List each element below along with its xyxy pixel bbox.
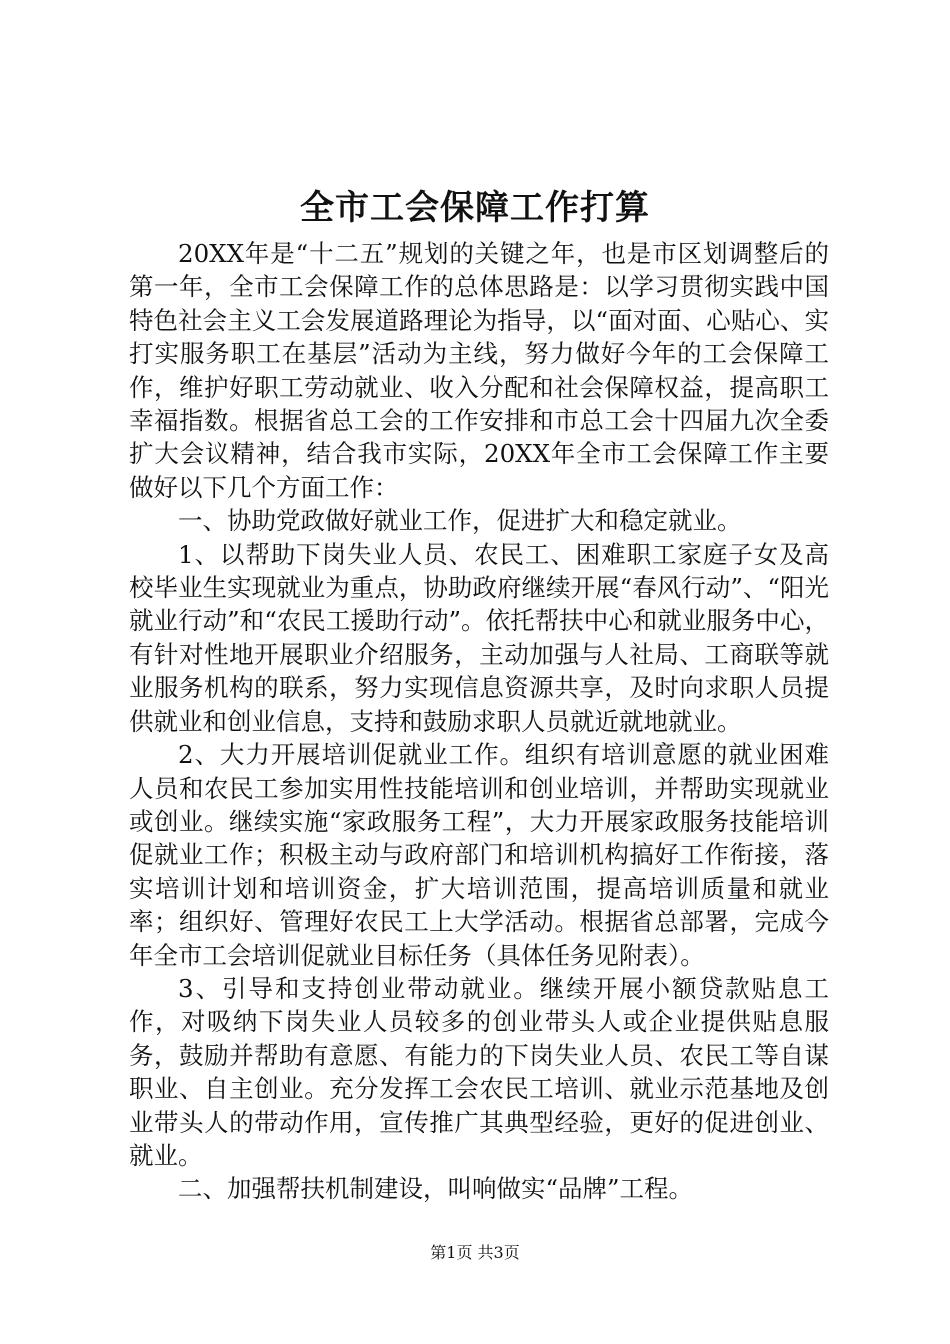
document-body xyxy=(129,237,829,1206)
section-heading-1: 一、协助党政做好就业工作，促进扩大和稳定就业。 xyxy=(178,506,742,536)
page-number-footer: 第1页 共3页 xyxy=(430,1243,520,1262)
document-title: 全市工会保障工作打算 xyxy=(300,188,650,228)
item-paragraph-3: 3、引导和支持创业带动就业。继续开展小额贷款贴息工作，对吸纳下岗失业人员较多的创业带头人或企业提供贴息服务，鼓励并帮助有意愿、有能力的下岗失业人员、农民工等自谋职业、自主创业。充分发挥工会农民工培训、就业示范基地及创业带头人的带动作用，宣传推广其典型经验，更好的促进创业、就业。 xyxy=(129,973,829,1170)
intro-paragraph: 20XX年是“十二五”规划的关键之年，也是市区划调整后的第一年，全市工会保障工作的总体思路是：以学习贯彻实践中国特色社会主义工会发展道路理论为指导，以“面对面、心贴心、实打实服务职工在基层”活动为主线，努力做好今年的工会保障工作，维护好职工劳动就业、收入分配和社会保障权益，提高职工幸福指数。根据省总工会的工作安排和市总工会十四届九次全委扩大会议精神，结合我市实际，20XX年全市工会保障工作主要做好以下几个方面工作： xyxy=(129,239,829,502)
item-paragraph-1: 1、以帮助下岗失业人员、农民工、困难职工家庭子女及高校毕业生实现就业为重点，协助政府继续开展“春风行动”、“阳光就业行动”和“农民工援助行动”。依托帮扶中心和就业服务中心，有针对性地开展职业介绍服务，主动加强与人社局、工商联等就业服务机构的联系，努力实现信息资源共享，及时向求职人员提供就业和创业信息，支持和鼓励求职人员就近就地就业。 xyxy=(129,539,829,736)
item-paragraph-2: 2、大力开展培训促就业工作。组织有培训意愿的就业困难人员和农民工参加实用性技能培训和创业培训，并帮助实现就业或创业。继续实施“家政服务工程”，大力开展家政服务技能培训促就业工作；积极主动与政府部门和培训机构搞好工作衔接，落实培训计划和培训资金，扩大培训范围，提高培训质量和就业率；组织好、管理好农民工上大学活动。根据省总部署，完成今年全市工会培训促就业目标任务（具体任务见附表）。 xyxy=(129,740,829,970)
section-heading-2: 二、加强帮扶机制建设，叫响做实“品牌”工程。 xyxy=(178,1174,694,1204)
